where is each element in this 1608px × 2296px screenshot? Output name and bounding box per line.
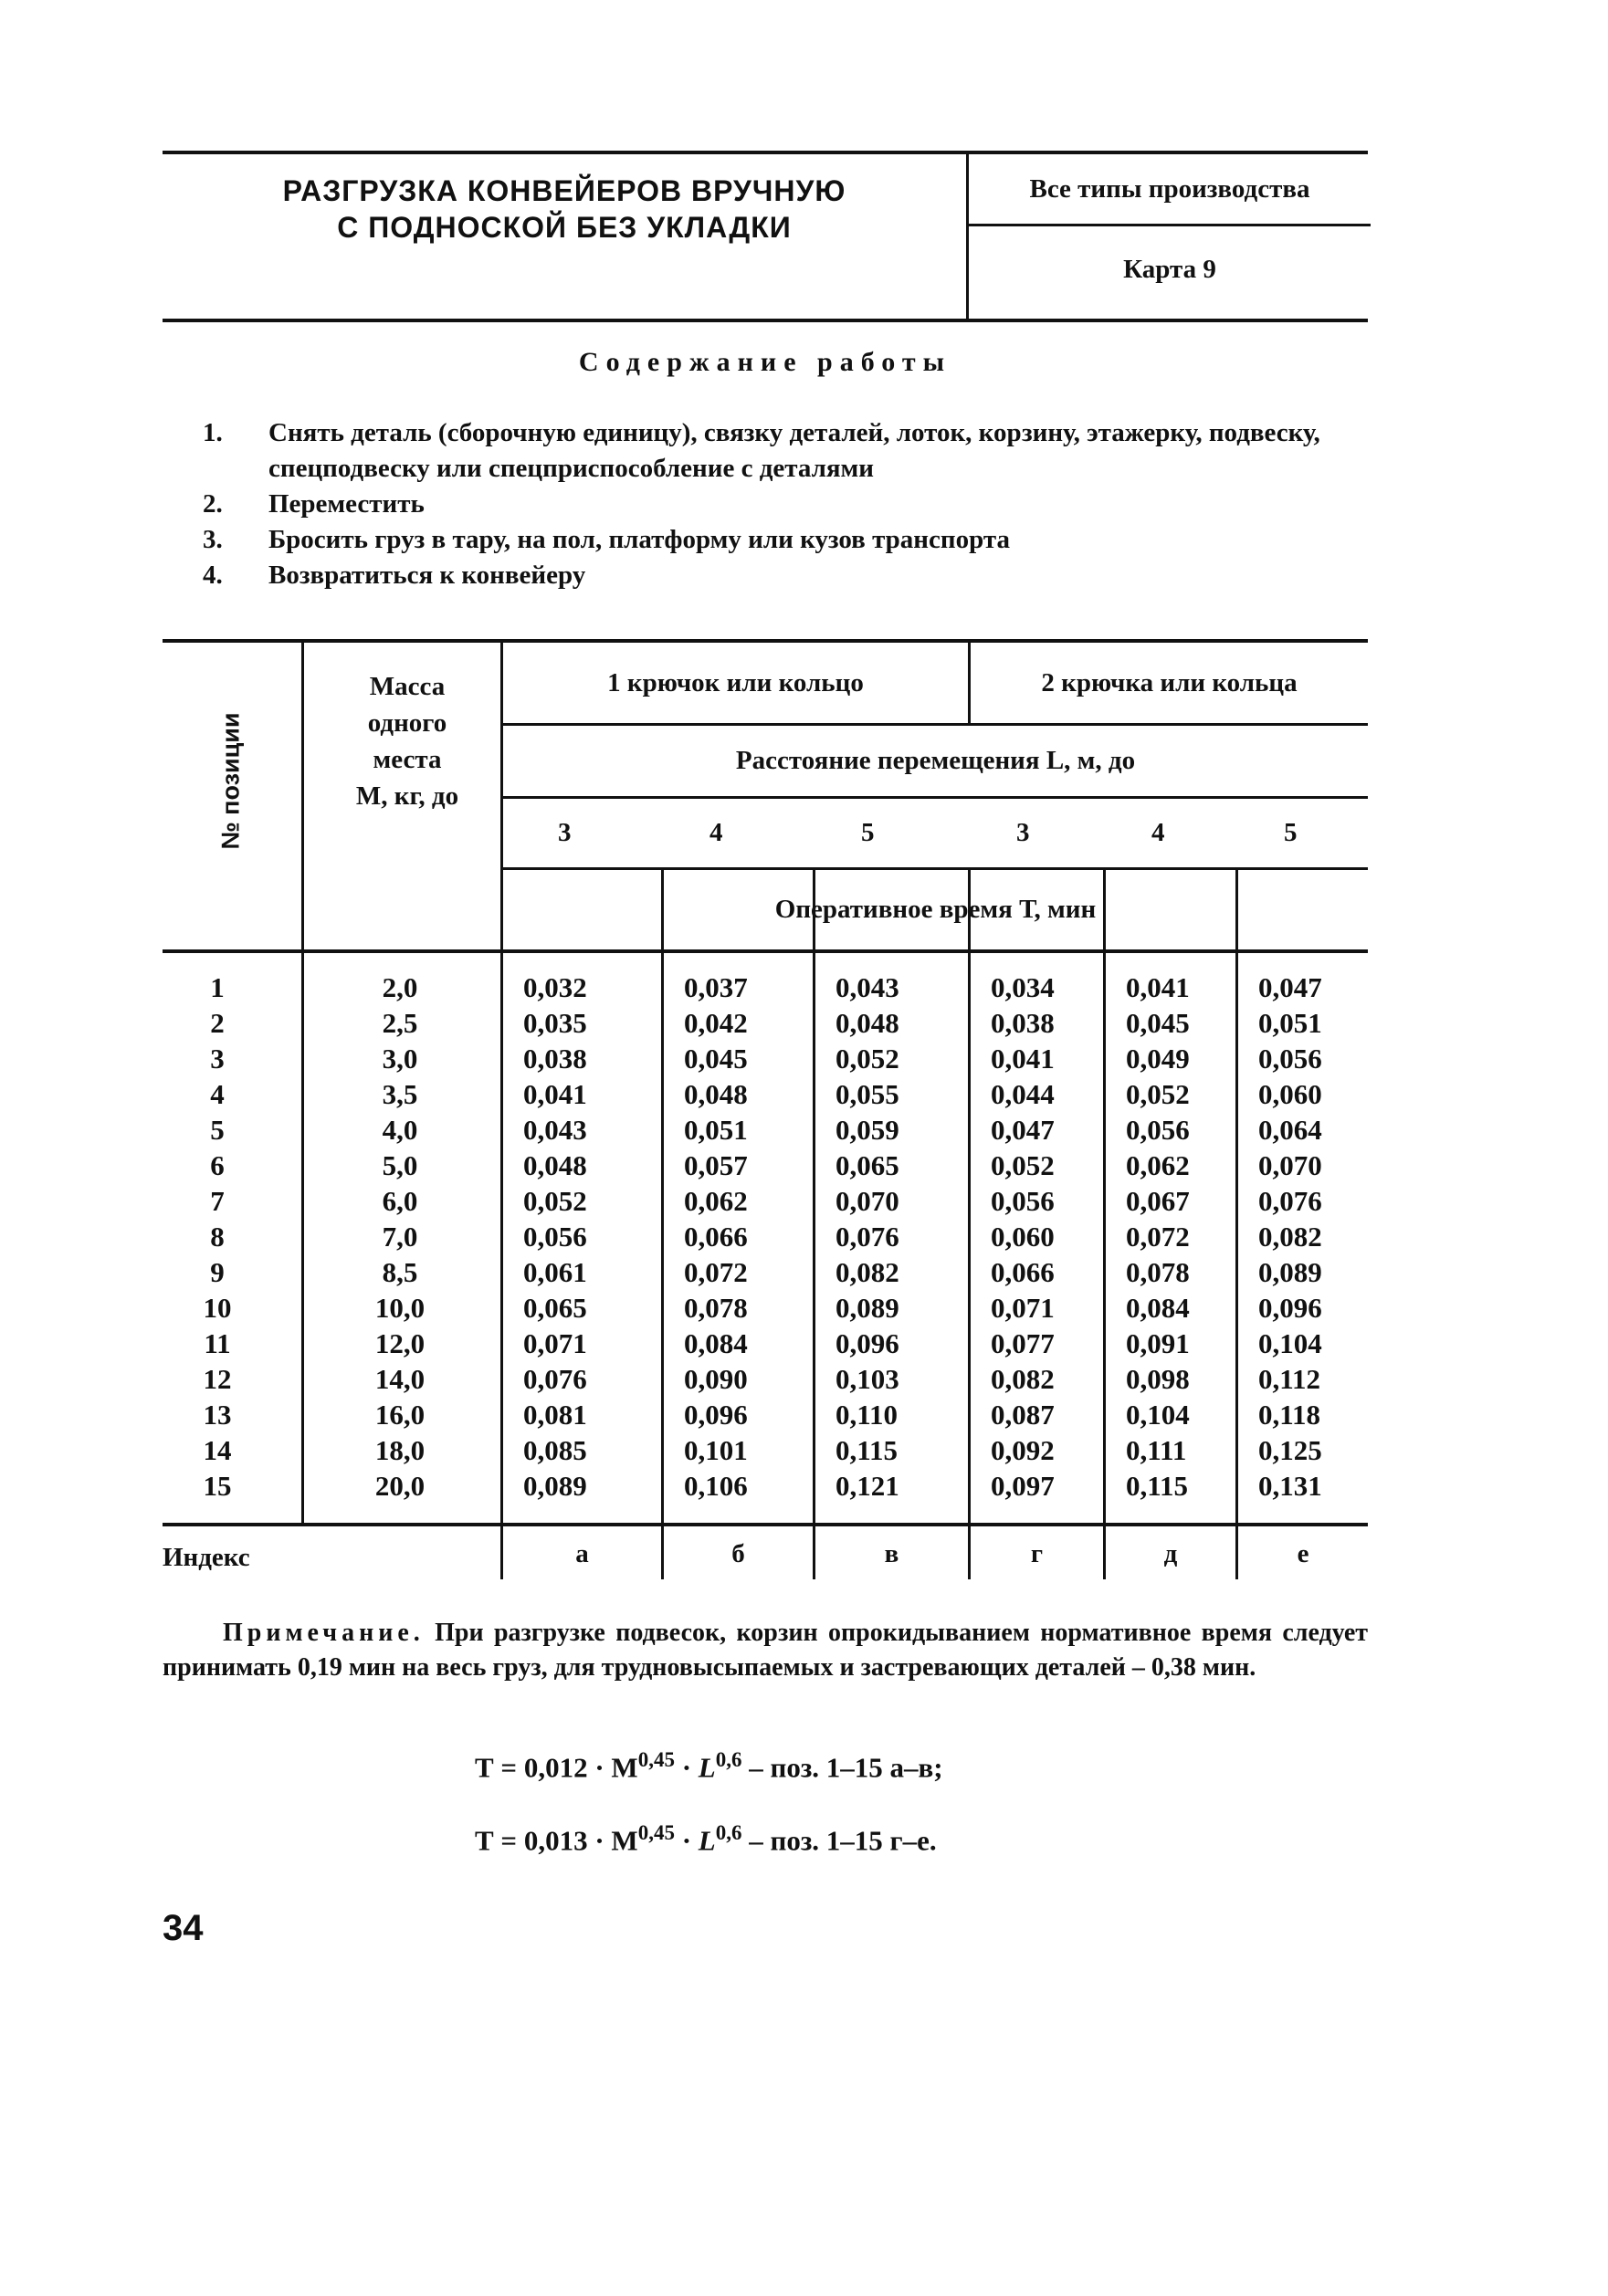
time-column-b	[664, 970, 813, 1504]
position-cell: 8	[210, 1221, 225, 1253]
step-number: 3.	[203, 525, 223, 554]
time-cell: 0,106	[684, 1470, 748, 1502]
time-cell: 0,052	[523, 1185, 587, 1217]
time-cell: 0,071	[523, 1327, 587, 1359]
time-cell: 0,096	[836, 1327, 899, 1359]
mass-header-line: одного	[367, 708, 447, 738]
time-cell: 0,045	[684, 1043, 748, 1075]
mass-cell: 5,0	[382, 1149, 418, 1181]
group-1-header: 1 крючок или кольцо	[607, 667, 864, 697]
time-cell: 0,072	[1126, 1221, 1190, 1253]
formula-exponent: 0,6	[715, 1821, 742, 1844]
work-content-title: Содержание работы	[578, 347, 952, 377]
time-cell: 0,097	[991, 1470, 1055, 1502]
time-cell: 0,087	[991, 1399, 1055, 1431]
time-cell: 0,115	[1126, 1470, 1189, 1502]
mass-cell: 16,0	[374, 1399, 426, 1431]
time-cell: 0,041	[1126, 971, 1190, 1003]
time-cell: 0,043	[523, 1114, 587, 1146]
distance-col-3: 5	[861, 818, 875, 847]
time-cell: 0,062	[684, 1185, 748, 1217]
note-heading: Примечание.	[223, 1619, 425, 1647]
time-cell: 0,077	[991, 1327, 1055, 1359]
time-cell: 0,057	[684, 1149, 748, 1181]
mass-cell: 7,0	[382, 1221, 418, 1253]
formula-exponent: 0,6	[715, 1748, 742, 1771]
time-column-d	[971, 970, 1103, 1504]
step-number: 2.	[203, 489, 223, 519]
norms-table	[163, 639, 1368, 1588]
time-cell: 0,089	[836, 1292, 899, 1324]
work-step	[203, 415, 1381, 487]
mass-cell: 20,0	[374, 1470, 426, 1502]
time-cell: 0,081	[523, 1399, 587, 1431]
time-cell: 0,090	[684, 1363, 748, 1395]
time-cell: 0,048	[684, 1078, 748, 1110]
index-rule	[163, 1523, 1368, 1526]
position-cell: 9	[210, 1256, 225, 1288]
time-cell: 0,096	[1258, 1292, 1322, 1324]
document-title	[163, 127, 966, 291]
position-header-label: № позиции	[216, 712, 245, 849]
time-cell: 0,082	[1258, 1221, 1322, 1253]
formula-dot: ·	[674, 1751, 699, 1784]
time-cell: 0,052	[836, 1043, 899, 1075]
time-cell: 0,052	[991, 1149, 1055, 1181]
formula-exponent: 0,45	[637, 1748, 675, 1771]
time-cell: 0,051	[1258, 1007, 1322, 1039]
time-cell: 0,082	[836, 1256, 899, 1288]
formula-rhs: – поз. 1–15 г–е.	[741, 1824, 937, 1857]
time-cell: 0,056	[1258, 1043, 1322, 1075]
header-bottom-rule	[163, 949, 1368, 953]
time-cell: 0,064	[1258, 1114, 1322, 1146]
index-cell-d: г	[1030, 1539, 1044, 1568]
time-column-a	[503, 970, 661, 1504]
mass-cell: 8,5	[382, 1256, 418, 1288]
time-cell: 0,065	[836, 1149, 899, 1181]
time-cell: 0,035	[523, 1007, 587, 1039]
distance-col-5: 4	[1151, 818, 1165, 847]
time-cell: 0,048	[523, 1149, 587, 1181]
pos-mass-divider	[301, 639, 304, 1523]
mass-cell: 3,5	[382, 1078, 418, 1110]
time-cell: 0,131	[1258, 1470, 1322, 1502]
distance-col-2: 4	[709, 818, 723, 847]
time-cell: 0,111	[1126, 1434, 1187, 1466]
distance-col-1: 3	[558, 818, 572, 847]
position-cell: 15	[203, 1470, 232, 1502]
time-column-f	[1238, 970, 1368, 1504]
distance-col-4: 3	[1016, 818, 1030, 847]
position-cell: 5	[210, 1114, 225, 1146]
time-column-c	[815, 970, 968, 1504]
position-cell: 13	[203, 1399, 232, 1431]
step-text: Снять деталь (сборочную единицу), связку деталей, лоток, корзину, этажерку, подвеску, спецподвеску или спецприспособление с деталями	[268, 418, 1320, 483]
formula-exponent: 0,45	[637, 1821, 675, 1844]
mass-cell: 12,0	[374, 1327, 426, 1359]
time-cell: 0,065	[523, 1292, 587, 1324]
time-cell: 0,032	[523, 971, 587, 1003]
time-cell: 0,041	[991, 1043, 1055, 1075]
work-steps	[203, 415, 1381, 593]
time-cell: 0,060	[991, 1221, 1055, 1253]
position-header	[163, 712, 300, 849]
time-cell: 0,104	[1126, 1399, 1190, 1431]
formula-variable: L	[698, 1751, 716, 1784]
mass-header-line: Масса	[369, 672, 446, 701]
time-cell: 0,118	[1258, 1399, 1321, 1431]
note-paragraph	[163, 1616, 1368, 1685]
time-cell: 0,076	[523, 1363, 587, 1395]
formula-variable: L	[698, 1824, 716, 1857]
time-cell: 0,052	[1126, 1078, 1190, 1110]
time-cell: 0,056	[523, 1221, 587, 1253]
index-cell-b: б	[731, 1539, 745, 1568]
index-cell-f: е	[1297, 1539, 1309, 1568]
mass-cell: 4,0	[382, 1114, 418, 1146]
time-cell: 0,104	[1258, 1327, 1322, 1359]
header-info	[966, 154, 1371, 319]
time-cell: 0,051	[684, 1114, 748, 1146]
time-cell: 0,062	[1126, 1149, 1190, 1181]
time-header: Оперативное время Т, мин	[774, 895, 1097, 924]
formula-2	[475, 1821, 937, 1857]
time-cell: 0,044	[991, 1078, 1055, 1110]
title-line-1: РАЗГРУЗКА КОНВЕЙЕРОВ ВРУЧНУЮ	[282, 174, 846, 207]
formula-rhs: – поз. 1–15 а–в;	[741, 1751, 943, 1784]
time-cell: 0,066	[684, 1221, 748, 1253]
time-cell: 0,098	[1126, 1363, 1190, 1395]
time-cell: 0,076	[836, 1221, 899, 1253]
formula-lhs: Т = 0,012 · М	[475, 1751, 638, 1784]
time-cell: 0,089	[1258, 1256, 1322, 1288]
position-cell: 12	[203, 1363, 232, 1395]
mass-cell: 6,0	[382, 1185, 418, 1217]
step-number: 1.	[203, 418, 223, 447]
time-cell: 0,041	[523, 1078, 587, 1110]
mass-cell: 18,0	[374, 1434, 426, 1466]
time-cell: 0,072	[684, 1256, 748, 1288]
time-cell: 0,061	[523, 1256, 587, 1288]
time-cell: 0,047	[991, 1114, 1055, 1146]
production-type: Все типы производства	[969, 154, 1371, 226]
work-step	[203, 487, 1381, 522]
time-cell: 0,045	[1126, 1007, 1190, 1039]
time-cell: 0,037	[684, 971, 748, 1003]
page-number: 34	[163, 1908, 204, 1948]
time-cell: 0,084	[1126, 1292, 1190, 1324]
time-cell: 0,078	[1126, 1256, 1190, 1288]
time-cell: 0,038	[991, 1007, 1055, 1039]
time-cell: 0,085	[523, 1434, 587, 1466]
time-cell: 0,084	[684, 1327, 748, 1359]
step-number: 4.	[203, 561, 223, 590]
time-cell: 0,078	[684, 1292, 748, 1324]
header-block	[163, 151, 1368, 322]
position-column	[163, 970, 272, 1504]
group-2-header: 2 крючка или кольца	[1041, 667, 1298, 697]
formula-1	[475, 1748, 943, 1784]
formula-dot: ·	[674, 1824, 699, 1857]
time-cell: 0,112	[1258, 1363, 1321, 1395]
mass-header-line: М, кг, до	[355, 781, 459, 811]
time-cell: 0,125	[1258, 1434, 1322, 1466]
time-cell: 0,070	[1258, 1149, 1322, 1181]
index-cell-c: в	[884, 1539, 899, 1568]
mass-column	[327, 970, 473, 1504]
time-cell: 0,121	[836, 1470, 899, 1502]
position-cell: 4	[210, 1078, 225, 1110]
position-cell: 3	[210, 1043, 225, 1075]
time-cell: 0,055	[836, 1078, 899, 1110]
title-line-2: С ПОДНОСКОЙ БЕЗ УКЛАДКИ	[337, 211, 792, 244]
step-text: Переместить	[268, 489, 425, 519]
work-step	[203, 558, 1381, 593]
time-cell: 0,071	[991, 1292, 1055, 1324]
position-cell: 14	[203, 1434, 232, 1466]
note-text: При разгрузке подвесок, корзин опрокидыванием нормативное время следует принимать 0,19 мин на весь груз, для трудновысыпаемых и застревающих деталей – 0,38 мин.	[163, 1619, 1369, 1682]
time-cell: 0,070	[836, 1185, 899, 1217]
time-cell: 0,092	[991, 1434, 1055, 1466]
mass-cell: 10,0	[374, 1292, 426, 1324]
step-text: Возвратиться к конвейеру	[268, 561, 586, 590]
time-cell: 0,067	[1126, 1185, 1190, 1217]
position-cell: 6	[210, 1149, 225, 1181]
mass-header-line: места	[373, 745, 442, 774]
mass-cell: 3,0	[382, 1043, 418, 1075]
position-cell: 2	[210, 1007, 225, 1039]
time-cell: 0,038	[523, 1043, 587, 1075]
mass-header	[307, 668, 508, 814]
formula-lhs: Т = 0,013 · М	[475, 1824, 638, 1857]
time-cell: 0,059	[836, 1114, 899, 1146]
time-cell: 0,049	[1126, 1043, 1190, 1075]
time-column-e	[1106, 970, 1235, 1504]
index-label: Индекс	[163, 1543, 250, 1572]
time-cell: 0,115	[836, 1434, 899, 1466]
position-cell: 7	[210, 1185, 225, 1217]
time-cell: 0,042	[684, 1007, 748, 1039]
time-cell: 0,103	[836, 1363, 899, 1395]
step-text: Бросить груз в тару, на пол, платформу или кузов транспорта	[268, 525, 1010, 554]
time-cell: 0,076	[1258, 1185, 1322, 1217]
distance-header: Расстояние перемещения L, м, до	[735, 746, 1136, 775]
time-cell: 0,056	[991, 1185, 1055, 1217]
work-step	[203, 522, 1381, 558]
time-cell: 0,101	[684, 1434, 748, 1466]
position-cell: 10	[203, 1292, 232, 1324]
card-number: Карта 9	[1123, 255, 1216, 284]
time-cell: 0,048	[836, 1007, 899, 1039]
time-cell: 0,091	[1126, 1327, 1190, 1359]
index-cell-a: а	[575, 1539, 589, 1568]
index-cell-e: д	[1163, 1539, 1178, 1568]
time-cell: 0,043	[836, 971, 899, 1003]
mass-cell: 2,5	[382, 1007, 418, 1039]
mass-cell: 14,0	[374, 1363, 426, 1395]
position-cell: 1	[210, 971, 225, 1003]
position-cell: 11	[204, 1327, 231, 1359]
time-cell: 0,060	[1258, 1078, 1322, 1110]
time-cell: 0,082	[991, 1363, 1055, 1395]
time-cell: 0,096	[684, 1399, 748, 1431]
time-cell: 0,034	[991, 971, 1055, 1003]
time-cell: 0,056	[1126, 1114, 1190, 1146]
time-cell: 0,047	[1258, 971, 1322, 1003]
mass-cell: 2,0	[382, 971, 418, 1003]
distance-col-6: 5	[1284, 818, 1298, 847]
time-cell: 0,089	[523, 1470, 587, 1502]
time-cell: 0,066	[991, 1256, 1055, 1288]
time-cell: 0,110	[836, 1399, 899, 1431]
